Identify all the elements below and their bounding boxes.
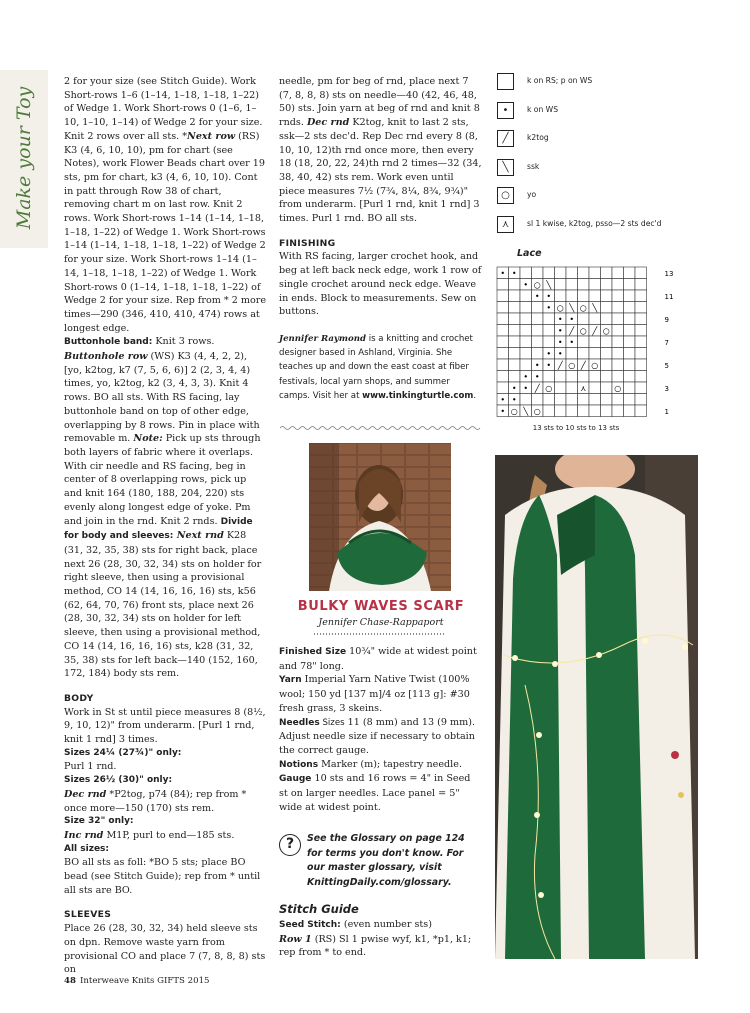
chart-cell: [578, 394, 590, 406]
chart-cell: [589, 313, 601, 325]
chart-row-label: 3: [664, 384, 669, 393]
key-row: k on RS; p on WS: [497, 68, 717, 97]
chart-cell: [509, 359, 521, 371]
chart-cell: [624, 290, 636, 302]
stitch-guide: [279, 918, 482, 960]
chart-symbol: ○: [533, 406, 541, 416]
chart-cell: [543, 313, 555, 325]
chart-cell: [497, 279, 509, 291]
column-2: [279, 75, 482, 403]
chart-cell: [635, 313, 647, 325]
chart-cell: [509, 348, 521, 360]
chart-cell: [589, 382, 601, 394]
chart-symbol: •: [557, 314, 563, 324]
chart-row-label: 1: [664, 407, 669, 416]
chart-cell: [497, 302, 509, 314]
chart-symbol: •: [546, 303, 552, 313]
chart-cell: [520, 336, 532, 348]
chart-cell: [520, 394, 532, 406]
chart-cell: [509, 313, 521, 325]
chart-symbol: ╱: [580, 360, 586, 370]
chart-cell: [624, 325, 636, 337]
chart-cell: [612, 325, 624, 337]
dot-symbol-icon: •: [497, 102, 514, 119]
chart-cell: [543, 336, 555, 348]
chart-cell: [497, 382, 509, 394]
page-number: 48: [64, 976, 76, 986]
chart-cell: [589, 405, 601, 417]
sidebar-label: Make your Toy: [13, 86, 35, 230]
chart-cell: [555, 290, 567, 302]
scarf-photo: [495, 455, 698, 959]
chart-cell: [612, 371, 624, 383]
chart-symbol: •: [569, 314, 575, 324]
chart-cell: [589, 267, 601, 279]
chart-cell: [566, 405, 578, 417]
chart-cell: [578, 313, 590, 325]
chart-symbol: •: [546, 291, 552, 301]
chart-cell: [532, 325, 544, 337]
chart-cell: [589, 371, 601, 383]
chart-cell: [635, 302, 647, 314]
yarn: Yarn Imperial Yarn Native Twist (100% wool; 150 yd [137 m]/4 oz [113 g]: #30 fresh grass, 3 skeins.: [279, 674, 470, 714]
chart-cell: [612, 336, 624, 348]
sk2p-symbol-icon: ⋏: [497, 216, 514, 233]
chart-symbol: •: [523, 280, 529, 290]
chart-cell: [601, 302, 613, 314]
chart-row-label: 11: [664, 292, 674, 301]
chart-cell: [532, 313, 544, 325]
lace-chart: [490, 262, 690, 422]
chart-cell: [520, 325, 532, 337]
paragraph: Dec rnd *P2tog, p74 (84); rep from * once more—150 (170) sts rem.: [64, 788, 247, 814]
chart-cell: [612, 313, 624, 325]
chart-symbol: ○: [579, 326, 587, 336]
chart-cell: [578, 371, 590, 383]
blank-symbol-icon: [497, 73, 514, 90]
glossary-note: [279, 832, 483, 890]
chart-cell: [497, 371, 509, 383]
chart-cell: [612, 267, 624, 279]
glossary-text: See the Glossary on page 124 for terms you don't know. For our master glossary, visit KnittingDaily.com/glossary.: [307, 833, 465, 888]
subheading: All sizes:: [64, 843, 110, 854]
chart-cell: [624, 382, 636, 394]
chart-cell: [624, 359, 636, 371]
chart-cell: [497, 325, 509, 337]
chart-symbol: •: [546, 349, 552, 359]
chart-cell: [635, 394, 647, 406]
chart-cell: [555, 382, 567, 394]
chart-cell: [509, 336, 521, 348]
chart-cell: [601, 405, 613, 417]
chart-cell: [612, 290, 624, 302]
paragraph: needle, pm for beg of rnd, place next 7 (7, 8, 8, 8) sts on needle—40 (42, 46, 48, 50) sts. Join yarn at beg of rnd and knit 8 rnds. Dec rnd K2tog, knit to last 2 sts, ssk—2 sts dec'd. Rep Dec rnd every 8 (8, 10, 10, 12)th rnd once more, then every 18 (18, 20, 22, 24)th rnd 2 times—32 (34, 38, 40, 42) sts rem. Work even until piece measures 7½ (7¾, 8¼, 8¾, 9¾)" from underarm. [Purl 1 rnd, knit 1 rnd] 3 times. Purl 1 rnd. BO all sts.: [279, 76, 482, 225]
paragraph: 2 for your size (see Stitch Guide). Work Short-rows 1–6 (1–14, 1–18, 1–18, 1–22) of Wedge 1. Work Short-rows 0 (1–6, 1–10, 1–10, 1–14) of Wedge 2 for your size. Knit 2 rows over all sts. *Next row (RS) K3 (4, 6, 10, 10), pm for chart (see Notes), work Flower Beads chart over 19 sts, pm for chart, k3 (4, 6, 10, 10). Cont in patt through Row 38 of chart, removing chart m on last row. Knit 2 rows. Work Short-rows 1–14 (1–14, 1–18, 1–18, 1–22) of Wedge 1. Work Short-rows 1–14 (1–14, 1–18, 1–18, 1–22) of Wedge 2 for your size. Work Short-rows 1–14 (1–14, 1–18, 1–18, 1–22) of Wedge 1. Work Short-rows 0 (1–14, 1–18, 1–18, 1–22) of Wedge 2 for your size. Rep from * 2 more times—290 (346, 410, 410, 474) rows at longest edge.: [64, 76, 267, 334]
page-footer: [64, 976, 210, 986]
chart-cell: [589, 348, 601, 360]
section-heading-body: BODY: [64, 692, 94, 704]
paragraph: Place 26 (28, 30, 32, 34) held sleeve sts on dpn. Remove waste yarn from provisional CO and place 7 (7, 8, 8, 8) sts on: [64, 923, 266, 976]
chart-cell: [497, 290, 509, 302]
stitch-guide-title: Stitch Guide: [279, 902, 359, 916]
paragraph: With RS facing, larger crochet hook, and beg at left back neck edge, work 1 row of single crochet around neck edge. Weave in ends. Block to measurements. Sew on buttons.: [279, 251, 482, 318]
chart-symbol: •: [500, 395, 506, 405]
subheading: Sizes 24¼ (27¾)" only:: [64, 747, 182, 758]
chart-symbol: ╱: [569, 326, 575, 336]
chart-cell: [532, 348, 544, 360]
chart-symbol: •: [569, 337, 575, 347]
chart-cell: [635, 279, 647, 291]
chart-symbol: •: [511, 383, 517, 393]
chart-symbol: •: [546, 360, 552, 370]
key-row: ○ yo: [497, 182, 717, 211]
chart-symbol: ○: [510, 406, 518, 416]
chart-symbol: ○: [591, 360, 599, 370]
chart-cell: [589, 336, 601, 348]
chart-symbol: •: [534, 372, 540, 382]
chart-row-label: 9: [664, 315, 669, 324]
chart-cell: [624, 336, 636, 348]
paragraph: Work in St st until piece measures 8 (8½, 9, 10, 12)" from underarm. [Purl 1 rnd, knit 1 rnd] 3 times.: [64, 706, 266, 746]
chart-cell: [635, 336, 647, 348]
chart-symbol: ○: [545, 383, 553, 393]
chart-cell: [601, 359, 613, 371]
chart-cell: [509, 371, 521, 383]
lace-chart-footnote: 13 sts to 10 sts to 13 sts: [532, 424, 620, 432]
chart-cell: [601, 336, 613, 348]
chart-cell: [601, 382, 613, 394]
chart-symbol: ╱: [592, 326, 598, 336]
chart-cell: [566, 290, 578, 302]
k2tog-symbol-icon: ╱: [497, 130, 514, 147]
pattern-designer: Jennifer Chase-Rappaport: [318, 617, 444, 628]
section-heading-sleeves: SLEEVES: [64, 909, 112, 921]
chart-symbol: •: [557, 349, 563, 359]
chart-cell: [555, 371, 567, 383]
chart-cell: [612, 394, 624, 406]
key-row: ⋏ sl 1 kwise, k2tog, psso—2 sts dec'd: [497, 211, 717, 240]
chart-cell: [520, 302, 532, 314]
chart-cell: [509, 290, 521, 302]
chart-symbol: •: [557, 337, 563, 347]
chart-symbol: ○: [533, 280, 541, 290]
chart-cell: [578, 279, 590, 291]
key-row: ╱ k2tog: [497, 125, 717, 154]
lace-chart-title: Lace: [517, 248, 542, 259]
chart-cell: [624, 371, 636, 383]
chart-cell: [635, 405, 647, 417]
chart-symbol: ╱: [557, 360, 563, 370]
chart-cell: [509, 302, 521, 314]
chart-cell: [578, 290, 590, 302]
chart-symbol: ○: [568, 360, 576, 370]
chart-cell: [566, 348, 578, 360]
chart-cell: [601, 279, 613, 291]
chart-cell: [520, 267, 532, 279]
chart-cell: [543, 325, 555, 337]
finished-size: Finished Size 10¾" wide at widest point and 78" long.: [279, 646, 477, 672]
chart-cell: [520, 359, 532, 371]
column-1: [64, 75, 266, 977]
chart-cell: [543, 371, 555, 383]
chart-cell: [566, 279, 578, 291]
chart-cell: [635, 371, 647, 383]
chart-cell: [532, 302, 544, 314]
gauge: Gauge 10 sts and 16 rows = 4" in Seed st on larger needles. Lace panel = 5" wide at widest point.: [279, 773, 471, 813]
ssk-symbol-icon: ╲: [497, 159, 514, 176]
chart-cell: [578, 348, 590, 360]
chart-symbol: •: [511, 395, 517, 405]
chart-cell: [566, 371, 578, 383]
question-icon: ?: [279, 834, 301, 856]
chart-cell: [589, 394, 601, 406]
chart-cell: [543, 394, 555, 406]
chart-cell: [532, 267, 544, 279]
chart-cell: [601, 290, 613, 302]
subheading: Size 32" only:: [64, 816, 134, 827]
chart-cell: [509, 325, 521, 337]
chart-cell: [601, 313, 613, 325]
pattern-title: BULKY WAVES SCARF: [297, 599, 465, 614]
paragraph: Purl 1 rnd.: [64, 761, 117, 773]
chart-cell: [601, 371, 613, 383]
chart-cell: [612, 359, 624, 371]
chart-cell: [635, 325, 647, 337]
chart-cell: [566, 382, 578, 394]
chart-cell: [509, 279, 521, 291]
paragraph: BO all sts as foll: *BO 5 sts; place BO bead (see Stitch Guide); rep from * until all sts are BO.: [64, 857, 261, 896]
paragraph: Inc rnd M1P, purl to end—185 sts.: [64, 829, 235, 841]
chart-cell: [624, 313, 636, 325]
seed-stitch: Seed Stitch: (even number sts): [279, 919, 432, 930]
chart-cell: [624, 302, 636, 314]
chart-cell: [624, 267, 636, 279]
chart-cell: [589, 290, 601, 302]
chart-row-label: 5: [664, 361, 669, 370]
chart-key: [497, 68, 717, 239]
chart-symbol: ╱: [534, 383, 540, 393]
chart-symbol: •: [523, 372, 529, 382]
chart-cell: [601, 348, 613, 360]
chart-cell: [555, 405, 567, 417]
chart-symbol: ⋏: [580, 383, 587, 393]
chart-cell: [497, 359, 509, 371]
chart-cell: [612, 405, 624, 417]
chart-cell: [532, 336, 544, 348]
chart-cell: [624, 348, 636, 360]
wavy-divider: [280, 424, 481, 432]
chart-cell: [543, 405, 555, 417]
chart-cell: [589, 279, 601, 291]
chart-cell: [566, 267, 578, 279]
chart-cell: [578, 405, 590, 417]
chart-symbol: ○: [602, 326, 610, 336]
chart-row-label: 7: [664, 338, 669, 347]
chart-symbol: •: [500, 406, 506, 416]
chart-cell: [624, 279, 636, 291]
chart-cell: [612, 348, 624, 360]
chart-symbol: ○: [614, 383, 622, 393]
chart-symbol: ╲: [546, 280, 552, 290]
chart-cell: [612, 279, 624, 291]
chart-cell: [497, 313, 509, 325]
portrait-photo: [309, 443, 451, 591]
section-heading-finishing: FINISHING: [279, 237, 336, 249]
chart-cell: [520, 313, 532, 325]
chart-cell: [520, 348, 532, 360]
needles: Needles Sizes 11 (8 mm) and 13 (9 mm). Adjust needle size if necessary to obtain the correct gauge.: [279, 716, 476, 756]
row-1: Row 1 (RS) Sl 1 pwise wyf, k1, *p1, k1; rep from * to end.: [279, 933, 472, 959]
chart-cell: [566, 394, 578, 406]
designer-bio: Jennifer Raymond is a knitting and crochet designer based in Ashland, Virginia. She teaches up and down the east coast at fiber festivals, local yarn shops, and summer camps. Visit her at www.tinkingturtle.com.: [279, 333, 477, 401]
chart-cell: [578, 267, 590, 279]
chart-symbol: •: [523, 383, 529, 393]
chart-cell: [624, 405, 636, 417]
chart-cell: [532, 394, 544, 406]
chart-symbol: •: [511, 268, 517, 278]
chart-cell: [497, 348, 509, 360]
chart-cell: [555, 267, 567, 279]
subheading: Sizes 26½ (30)" only:: [64, 775, 173, 786]
scarf-illustration: [495, 455, 698, 959]
chart-cell: [635, 267, 647, 279]
chart-symbol: ○: [556, 303, 564, 313]
chart-cell: [578, 336, 590, 348]
portrait-illustration: [309, 443, 451, 591]
chart-cell: [624, 394, 636, 406]
chart-cell: [612, 302, 624, 314]
chart-symbol: ○: [579, 303, 587, 313]
chart-row-label: 13: [664, 269, 674, 278]
chart-cell: [543, 267, 555, 279]
materials: [279, 645, 482, 814]
yo-symbol-icon: ○: [497, 187, 514, 204]
chart-symbol: ╲: [523, 406, 529, 416]
chart-cell: [497, 336, 509, 348]
chart-symbol: •: [534, 291, 540, 301]
paragraph: Buttonhole band: Knit 3 rows. Buttonhole row (WS) K3 (4, 4, 2, 2), [yo, k2tog, k7 (7, 5, 6, 6)] 2 (2, 3, 4, 4) times, yo, k2tog, k2 (3, 4, 3, 3). Knit 4 rows. BO all sts. With RS facing, lay buttonhole band on top of other edge, overlapping by 8 rows. Pin in place with removable m. Note: Pick up sts through both layers of fabric where it overlaps. With cir needle and RS facing, beg in center of 8 overlapping rows, pick up and knit 164 (180, 188, 204, 220) sts evenly along longest edge of yoke. Pm and join in the rnd. Knit 2 rnds. Divide for body and sleeves: Next rnd K28 (31, 32, 35, 38) sts for right back, place next 26 (28, 30, 32, 34) sts on holder for right sleeve, then using a provisional method, CO 14 (14, 16, 16, 16) sts, k56 (62, 64, 70, 76) front sts, place next 26 (28, 30, 32, 34) sts on holder for left sleeve, then using a provisional method, CO 14 (14, 16, 16, 16) sts, k28 (31, 32, 35, 38) sts for left back—140 (152, 160, 172, 184) body sts rem.: [64, 336, 262, 680]
chart-symbol: •: [500, 268, 506, 278]
chart-cell: [635, 348, 647, 360]
publication-name: Interweave Knits GIFTS 2015: [79, 976, 210, 986]
chart-symbol: •: [557, 326, 563, 336]
chart-cell: [520, 290, 532, 302]
dotted-divider: [314, 632, 446, 636]
chart-cell: [635, 382, 647, 394]
chart-cell: [555, 279, 567, 291]
chart-cell: [601, 394, 613, 406]
bio-link[interactable]: www.tinkingturtle.com: [362, 390, 474, 401]
chart-cell: [555, 394, 567, 406]
chart-symbol: ╲: [569, 303, 575, 313]
chart-symbol: ╲: [592, 303, 598, 313]
chart-cell: [635, 359, 647, 371]
chart-symbol: •: [534, 360, 540, 370]
chart-cell: [635, 290, 647, 302]
key-row: ╲ ssk: [497, 154, 717, 183]
notions: Notions Marker (m); tapestry needle.: [279, 758, 462, 770]
chart-cell: [601, 267, 613, 279]
key-row: • k on WS: [497, 97, 717, 126]
